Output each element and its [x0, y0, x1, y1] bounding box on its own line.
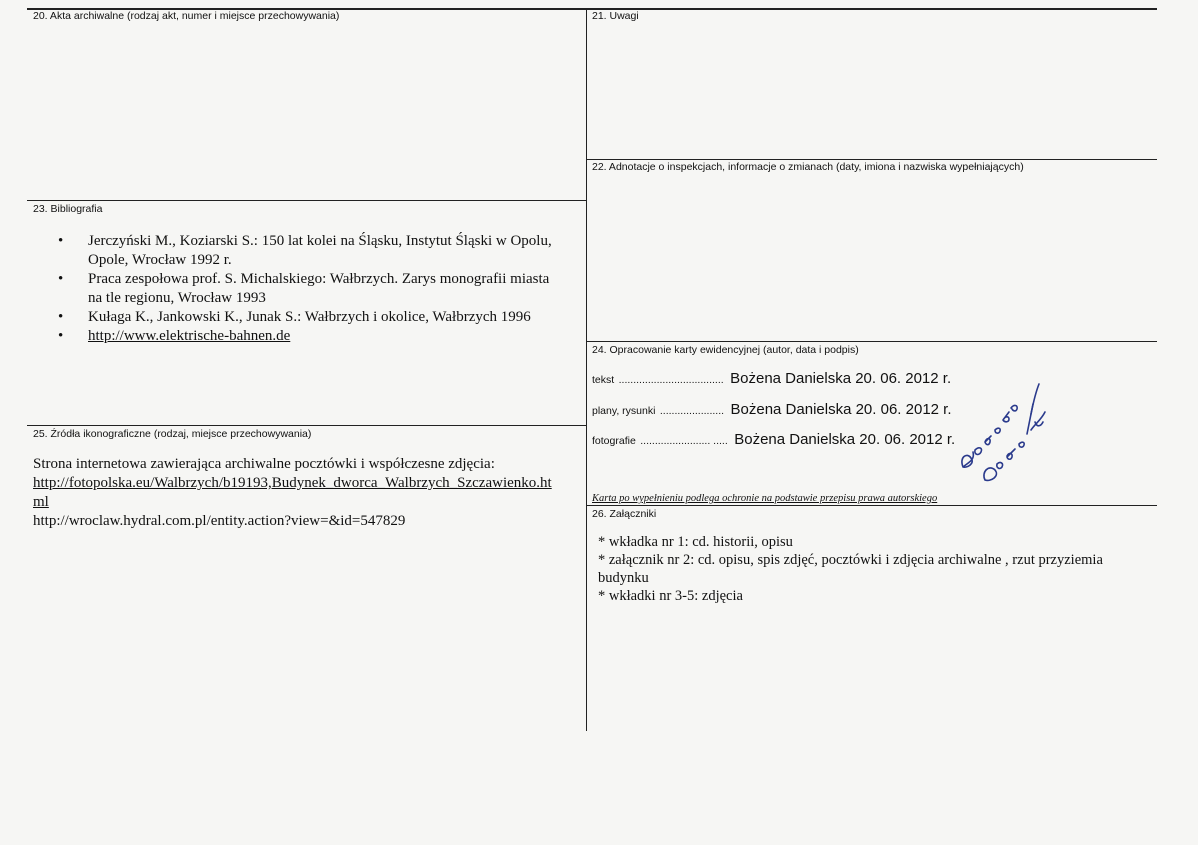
attachments-list [598, 533, 1158, 605]
section-21-label: 21. Uwagi [592, 10, 639, 22]
bullet-icon: • [58, 271, 64, 287]
credit-row-plans [592, 401, 952, 419]
sources-intro: Strona internetowa zawierająca archiwalne pocztówki i współczesne zdjęcia: [33, 456, 495, 472]
credit-value: Bożena Danielska 20. 06. 2012 r. [730, 401, 952, 418]
bibliography-item [58, 270, 578, 308]
bullet-icon: • [58, 233, 64, 249]
divider-s23-s25 [27, 425, 587, 426]
attachment-line: * załącznik nr 2: cd. opisu, spis zdjęć, pocztówki i zdjęcia archiwalne , rzut przyziemia [598, 552, 1103, 568]
bibliography-item-line: na tle regionu, Wrocław 1993 [88, 290, 266, 306]
bibliography-link[interactable]: http://www.elektrische-bahnen.de [88, 328, 291, 344]
bibliography-item [58, 308, 578, 327]
credit-row-text [592, 370, 951, 388]
credit-key: fotografie [592, 435, 636, 447]
credit-dots: ........................ ..... [640, 435, 728, 447]
source-link-hydral: http://wroclaw.hydral.com.pl/entity.action?view=&id=547829 [33, 513, 406, 529]
bullet-icon: • [58, 328, 64, 344]
credit-dots: .................................... [618, 374, 724, 386]
section-20-label: 20. Akta archiwalne (rodzaj akt, numer i miejsce przechowywania) [33, 10, 340, 22]
section-24-label: 24. Opracowanie karty ewidencyjnej (autor, data i podpis) [592, 344, 859, 356]
divider-s21-s22 [587, 159, 1157, 160]
attachment-line: * wkładka nr 1: cd. historii, opisu [598, 534, 793, 550]
divider-s24-s26 [587, 505, 1157, 506]
credit-key: tekst [592, 374, 615, 386]
bibliography-list [58, 232, 578, 346]
bibliography-item-line: Kułaga K., Jankowski K., Junak S.: Wałbrzych i okolice, Wałbrzych 1996 [88, 309, 531, 325]
bibliography-item [58, 327, 578, 346]
attachment-line: * wkładki nr 3-5: zdjęcia [598, 588, 743, 604]
bibliography-item-line: Opole, Wrocław 1992 r. [88, 252, 232, 268]
section-25-label: 25. Źródła ikonograficzne (rodzaj, miejsce przechowywania) [33, 428, 312, 440]
copyright-footnote: Karta po wypełnieniu podlega ochronie na podstawie przepisu prawa autorskiego [592, 493, 938, 504]
source-link-fotopolska[interactable]: http://fotopolska.eu/Walbrzych/b19193,Budynek_dworca_Walbrzych_Szczawienko.ht [33, 475, 552, 491]
credit-value: Bożena Danielska 20. 06. 2012 r. [730, 370, 952, 387]
bibliography-item-line: Jerczyński M., Koziarski S.: 150 lat kolei na Śląsku, Instytut Śląski w Opolu, [88, 233, 552, 249]
source-link-fotopolska-cont[interactable]: ml [33, 494, 49, 510]
attachment-line: budynku [598, 570, 649, 586]
credit-dots: ...................... [659, 405, 725, 417]
iconographic-sources [33, 455, 583, 531]
credit-key: plany, rysunki [592, 405, 656, 417]
divider-s20-s23 [27, 200, 587, 201]
center-divider [586, 8, 587, 731]
handwritten-signature [945, 372, 1055, 484]
section-26-label: 26. Załączniki [592, 508, 657, 520]
bullet-icon: • [58, 309, 64, 325]
credit-row-photos [592, 431, 955, 449]
bibliography-item-line: Praca zespołowa prof. S. Michalskiego: Wałbrzych. Zarys monografii miasta [88, 271, 550, 287]
credit-value: Bożena Danielska 20. 06. 2012 r. [734, 431, 956, 448]
divider-s22-s24 [587, 341, 1157, 342]
section-23-label: 23. Bibliografia [33, 203, 103, 215]
bibliography-item [58, 232, 578, 270]
section-22-label: 22. Adnotacje o inspekcjach, informacje o zmianach (daty, imiona i nazwiska wypełniających) [592, 161, 1024, 173]
